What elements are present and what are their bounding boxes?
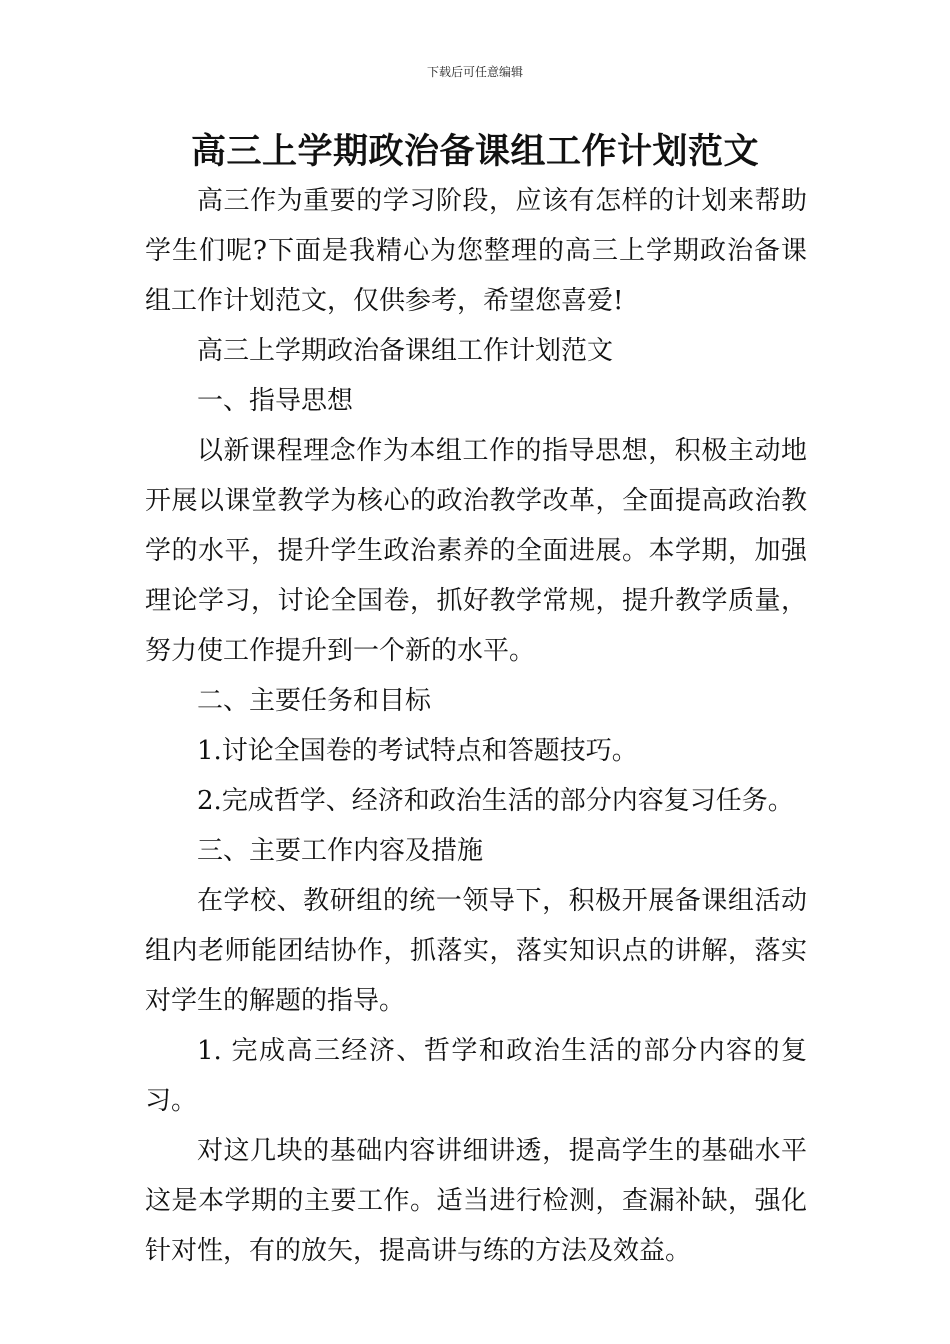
section-heading-1: 一、指导思想 [197,386,354,416]
list-item: 1. 完成高三经济、哲学和政治生活的部分内容的复习。 [145,1036,807,1116]
section-heading-2: 二、主要任务和目标 [197,686,432,716]
body-paragraph: 对这几块的基础内容讲细讲透，提高学生的基础水平这是本学期的主要工作。适当进行检测，查漏补缺，强化针对性，有的放矢，提高讲与练的方法及效益。 [145,1136,807,1266]
section-heading-3: 三、主要工作内容及措施 [197,836,484,866]
list-item: 1.讨论全国卷的考试特点和答题技巧。 [197,736,638,766]
intro-paragraph: 高三作为重要的学习阶段，应该有怎样的计划来帮助学生们呢?下面是我精心为您整理的高三上学期政治备课组工作计划范文，仅供参考，希望您喜爱! [145,186,807,316]
document-title: 高三上学期政治备课组工作计划范文 [190,131,759,172]
list-item: 2.完成哲学、经济和政治生活的部分内容复习任务。 [197,786,794,816]
subtitle-line: 高三上学期政治备课组工作计划范文 [197,336,614,366]
document-body [145,176,807,1276]
header-note: 下载后可任意编辑 [426,65,523,79]
body-paragraph: 在学校、教研组的统一领导下，积极开展备课组活动组内老师能团结协作，抓落实，落实知识点的讲解，落实对学生的解题的指导。 [145,886,807,1016]
body-paragraph: 以新课程理念作为本组工作的指导思想，积极主动地开展以课堂教学为核心的政治教学改革，全面提高政治教学的水平，提升学生政治素养的全面进展。本学期，加强理论学习，讨论全国卷，抓好教学常规，提升教学质量，努力使工作提升到一个新的水平。 [145,436,807,666]
